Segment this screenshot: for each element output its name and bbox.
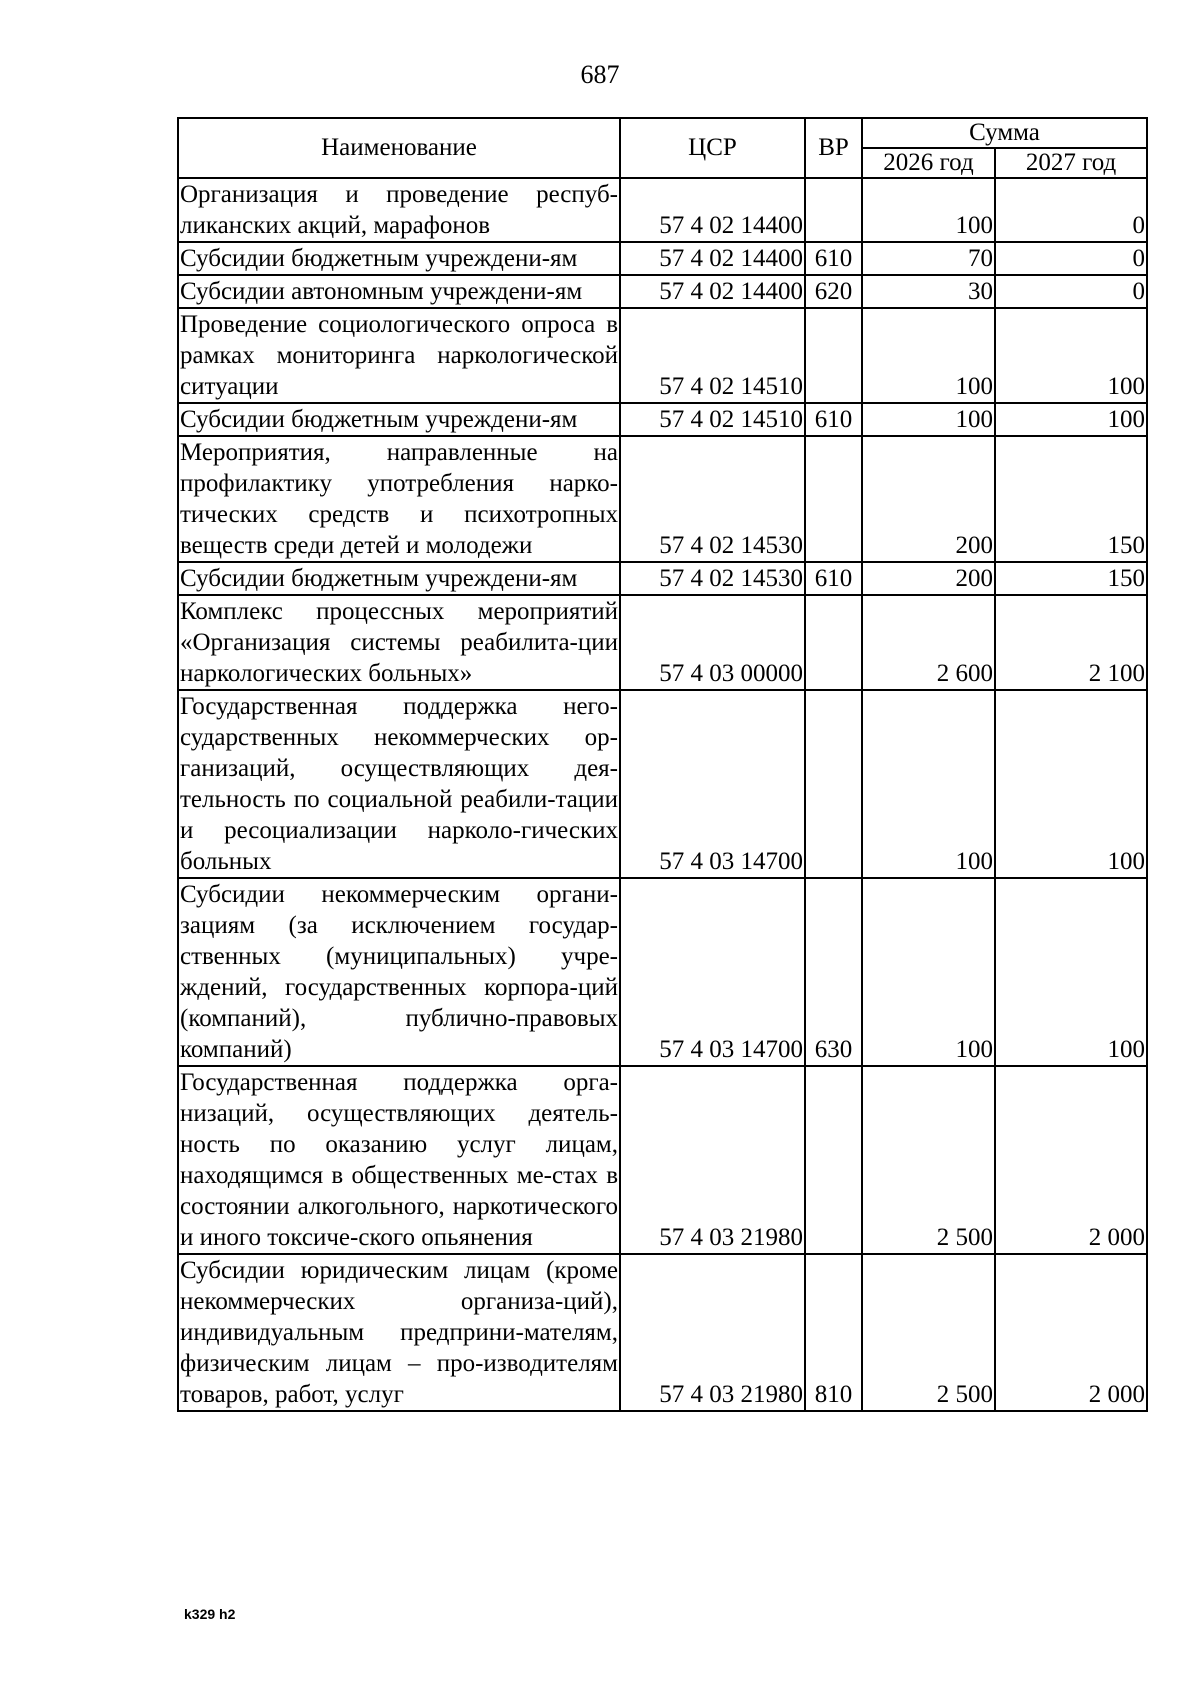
- row-sum-2027: 2 000: [995, 1254, 1147, 1411]
- row-csr: 57 4 02 14510: [620, 308, 805, 403]
- row-sum-2026: 30: [862, 275, 995, 308]
- footer-code: k329 h2: [184, 1606, 236, 1622]
- row-csr: 57 4 03 14700: [620, 878, 805, 1066]
- row-csr: 57 4 02 14510: [620, 403, 805, 436]
- table-row: [178, 178, 1147, 242]
- row-sum-2026: 100: [862, 403, 995, 436]
- header-name: Наименование: [178, 118, 620, 178]
- header-csr: ЦСР: [620, 118, 805, 178]
- row-vr: 630: [805, 878, 862, 1066]
- budget-table: [177, 117, 1148, 1412]
- row-sum-2027: 0: [995, 275, 1147, 308]
- row-sum-2027: 0: [995, 178, 1147, 242]
- row-sum-2026: 2 500: [862, 1254, 995, 1411]
- row-sum-2027: 150: [995, 562, 1147, 595]
- table-row: [178, 242, 1147, 275]
- page-number: 687: [580, 60, 620, 89]
- table-body: [178, 178, 1147, 1411]
- row-vr: [805, 1066, 862, 1254]
- header-sum: Сумма: [862, 118, 1147, 148]
- row-csr: 57 4 02 14530: [620, 562, 805, 595]
- header-year-2027: 2027 год: [995, 148, 1147, 178]
- table-row: [178, 436, 1147, 562]
- row-csr: 57 4 03 21980: [620, 1066, 805, 1254]
- row-sum-2027: 2 000: [995, 1066, 1147, 1254]
- row-sum-2026: 200: [862, 562, 995, 595]
- row-sum-2027: 2 100: [995, 595, 1147, 690]
- row-name: Комплекс процессных мероприятий «Организация системы реабилита-ции наркологических больных»: [178, 595, 620, 690]
- row-vr: 620: [805, 275, 862, 308]
- table-row: [178, 275, 1147, 308]
- row-name: Мероприятия, направленные на профилактику употребления нарко-тических средств и психотропных веществ среди детей и молодежи: [178, 436, 620, 562]
- row-vr: 610: [805, 242, 862, 275]
- row-csr: 57 4 03 00000: [620, 595, 805, 690]
- table-row: [178, 595, 1147, 690]
- row-name: Субсидии бюджетным учреждени-ям: [178, 242, 620, 275]
- row-vr: 810: [805, 1254, 862, 1411]
- row-name: Субсидии некоммерческим органи-зациям (за исключением государ-ственных (муниципальных) учре-ждений, государственных корпора-ций (компаний), публично-правовых компаний): [178, 878, 620, 1066]
- row-sum-2026: 200: [862, 436, 995, 562]
- table-header: [178, 118, 1147, 178]
- row-csr: 57 4 02 14530: [620, 436, 805, 562]
- row-sum-2027: 0: [995, 242, 1147, 275]
- row-name: Проведение социологического опроса в рамках мониторинга наркологической ситуации: [178, 308, 620, 403]
- row-vr: [805, 308, 862, 403]
- row-name: Субсидии автономным учреждени-ям: [178, 275, 620, 308]
- row-sum-2027: 100: [995, 403, 1147, 436]
- row-sum-2027: 100: [995, 690, 1147, 878]
- table-row: [178, 562, 1147, 595]
- row-sum-2026: 100: [862, 178, 995, 242]
- row-sum-2026: 100: [862, 690, 995, 878]
- row-name: Субсидии бюджетным учреждени-ям: [178, 562, 620, 595]
- table-row: [178, 308, 1147, 403]
- row-vr: 610: [805, 403, 862, 436]
- table-row: [178, 403, 1147, 436]
- row-csr: 57 4 02 14400: [620, 242, 805, 275]
- row-csr: 57 4 03 21980: [620, 1254, 805, 1411]
- row-sum-2027: 100: [995, 878, 1147, 1066]
- row-sum-2026: 2 600: [862, 595, 995, 690]
- row-sum-2026: 70: [862, 242, 995, 275]
- row-vr: [805, 690, 862, 878]
- table-row: [178, 690, 1147, 878]
- row-name: Субсидии бюджетным учреждени-ям: [178, 403, 620, 436]
- row-sum-2026: 100: [862, 878, 995, 1066]
- table-row: [178, 1066, 1147, 1254]
- row-sum-2027: 150: [995, 436, 1147, 562]
- row-vr: [805, 595, 862, 690]
- row-csr: 57 4 02 14400: [620, 178, 805, 242]
- row-sum-2026: 100: [862, 308, 995, 403]
- row-sum-2027: 100: [995, 308, 1147, 403]
- row-sum-2026: 2 500: [862, 1066, 995, 1254]
- row-name: Организация и проведение респуб-ликанских акций, марафонов: [178, 178, 620, 242]
- header-year-2026: 2026 год: [862, 148, 995, 178]
- row-name: Государственная поддержка него-сударственных некоммерческих ор-ганизаций, осуществляющих дея-тельность по социальной реабили-тации и ресоциализации нарколо-гических больных: [178, 690, 620, 878]
- row-vr: [805, 178, 862, 242]
- row-name: Государственная поддержка орга-низаций, осуществляющих деятель-ность по оказанию услуг лицам, находящимся в общественных ме-стах в состоянии алкогольного, наркотического и иного токсиче-ского опьянения: [178, 1066, 620, 1254]
- header-vr: ВР: [805, 118, 862, 178]
- row-name: Субсидии юридическим лицам (кроме некоммерческих организа-ций), индивидуальным предприни-мателям, физическим лицам – про-изводителям товаров, работ, услуг: [178, 1254, 620, 1411]
- table-row: [178, 878, 1147, 1066]
- table-row: [178, 1254, 1147, 1411]
- row-vr: 610: [805, 562, 862, 595]
- row-csr: 57 4 03 14700: [620, 690, 805, 878]
- row-vr: [805, 436, 862, 562]
- row-csr: 57 4 02 14400: [620, 275, 805, 308]
